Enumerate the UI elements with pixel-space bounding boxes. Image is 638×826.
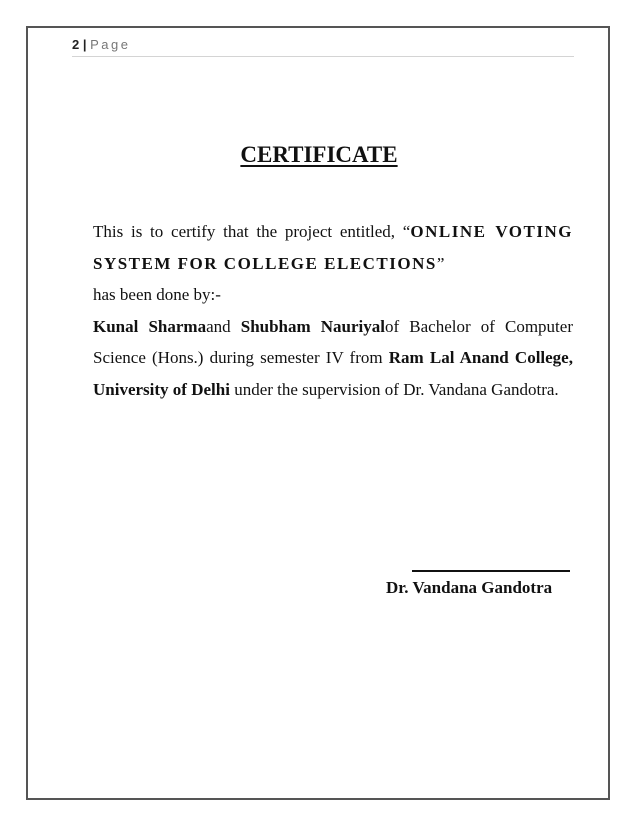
supervision-text: under the supervision of Dr. Vandana Gandotra. (229, 379, 559, 399)
close-quote: ” (436, 253, 445, 273)
signature-line (412, 570, 570, 572)
student-name-2: Shubham Nauriyal (240, 316, 385, 336)
page-number: 2 (72, 37, 80, 52)
signatory-name: Dr. Vandana Gandotra (386, 578, 553, 597)
college-name: Ram Lal Anand College, University of Delhi (93, 348, 573, 399)
done-by-line: has been done by:- (93, 285, 221, 304)
students-paragraph (93, 311, 573, 406)
student-name-1: Kunal Sharma (93, 316, 207, 336)
degree-text: of Bachelor of Computer Science (Hons.) during semester IV from (93, 316, 573, 367)
page-header (72, 36, 574, 57)
page-label: Page (90, 37, 131, 52)
project-title: ONLINE VOTING SYSTEM FOR COLLEGE ELECTIONS (93, 222, 573, 273)
certificate-body (93, 216, 573, 405)
certify-paragraph (93, 216, 573, 279)
intro-text: This is to certify that the project entitled, “ (93, 222, 411, 241)
and-word: and (206, 316, 231, 336)
certificate-title: CERTIFICATE (240, 142, 398, 167)
header-separator: | (79, 37, 91, 52)
